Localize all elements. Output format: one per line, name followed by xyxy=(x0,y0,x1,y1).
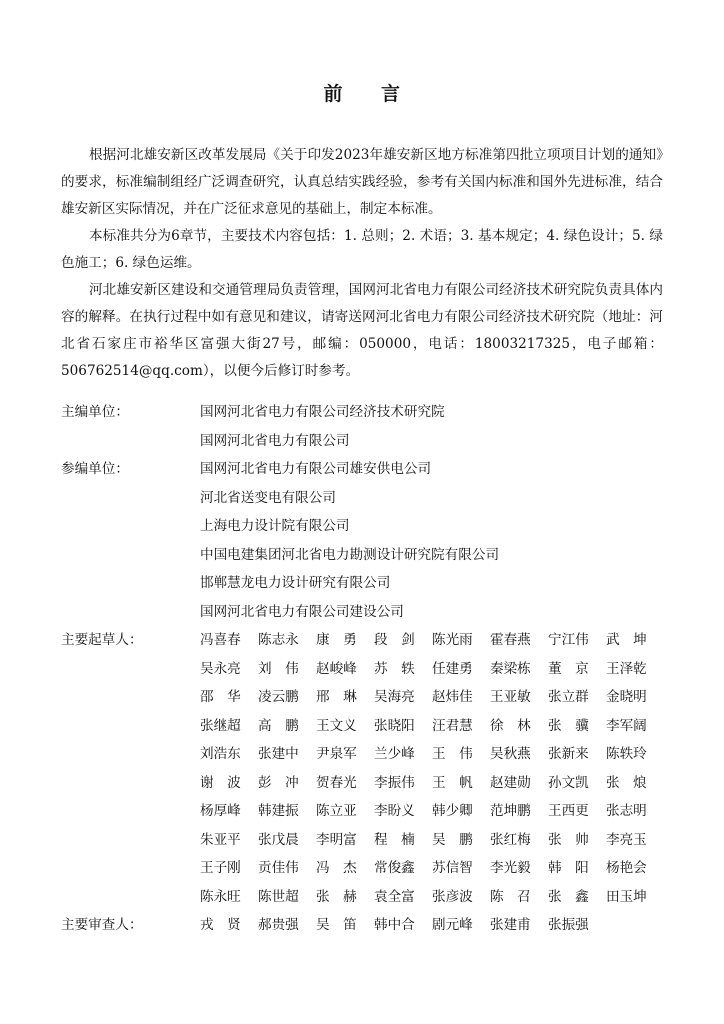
drafters-row xyxy=(61,626,671,911)
person-name: 陈轶玲 xyxy=(606,746,647,762)
person-name: 康 勇 xyxy=(316,632,357,648)
person-name: 张继超 xyxy=(200,717,241,734)
person-name: 杨艳会 xyxy=(606,860,647,876)
participating-editors-row xyxy=(61,455,671,626)
person-name: 王 帆 xyxy=(432,774,473,791)
drafters-grid xyxy=(200,626,664,911)
person-name: 尹泉军 xyxy=(316,746,357,762)
person-name: 田玉坤 xyxy=(606,888,647,905)
contributors-section xyxy=(61,398,671,940)
organization-item: 国网河北省电力有限公司经济技术研究院 xyxy=(200,404,445,420)
person-name: 戎 贤 xyxy=(200,917,241,933)
person-name: 朱亚平 xyxy=(200,831,241,848)
organization-item: 邯郸慧龙电力设计研究有限公司 xyxy=(200,575,391,591)
chief-editors-row xyxy=(61,398,671,455)
person-name: 徐 林 xyxy=(490,717,531,734)
title-char-2: 言 xyxy=(381,83,401,105)
participating-editors-list xyxy=(200,455,499,626)
person-name: 陈世超 xyxy=(258,888,299,905)
person-name: 段 剑 xyxy=(374,632,415,648)
person-name: 贺春光 xyxy=(316,774,357,791)
person-name: 彭 冲 xyxy=(258,774,299,791)
person-name: 邢 琳 xyxy=(316,689,357,705)
person-name: 韩少卿 xyxy=(432,803,473,819)
reviewers-grid xyxy=(200,911,664,940)
person-name: 秦梁栋 xyxy=(490,660,531,677)
person-name: 剧元峰 xyxy=(432,917,473,933)
participating-editors-label: 参编单位： xyxy=(61,461,129,477)
person-name: 张 烺 xyxy=(606,774,647,791)
paragraph-management: 河北雄安新区建设和交通管理局负责管理，国网河北省电力有限公司经济技术研究院负责具体内容的解释。在执行过程中如有意见和建议，请寄送网河北省电力有限公司经济技术研究院（地址：河北省石家庄市裕华区富强大街27号，邮编：050000，电话：18003217325，电子邮箱：506762514@qq.com），以便今后修订时参考。 xyxy=(61,282,663,379)
person-name: 兰少峰 xyxy=(374,746,415,762)
person-name: 吴秋燕 xyxy=(490,746,531,762)
person-name: 王泽乾 xyxy=(606,660,647,677)
person-name: 张志明 xyxy=(606,803,647,819)
person-name: 张立群 xyxy=(548,689,589,705)
person-name: 陈志永 xyxy=(258,632,299,648)
person-name: 张 帅 xyxy=(548,831,589,848)
person-name: 苏 轶 xyxy=(374,660,415,677)
person-name: 王西更 xyxy=(548,803,589,819)
person-name: 李亮玉 xyxy=(606,831,647,848)
person-name: 吴海亮 xyxy=(374,689,415,705)
person-name: 张晓阳 xyxy=(374,717,415,734)
organization-item: 国网河北省电力有限公司 xyxy=(200,432,350,449)
person-name: 范坤鹏 xyxy=(490,803,531,819)
person-name: 赵炜佳 xyxy=(432,689,473,705)
person-name: 张 鑫 xyxy=(548,888,589,905)
person-name: 杨厚峰 xyxy=(200,803,241,819)
person-name: 冯 杰 xyxy=(316,860,357,876)
person-name: 冯喜春 xyxy=(200,632,241,648)
page-title xyxy=(0,79,724,106)
drafters-label: 主要起草人： xyxy=(61,632,143,648)
person-name: 张振强 xyxy=(548,917,589,933)
person-name: 常俊鑫 xyxy=(374,860,415,876)
person-name: 程 楠 xyxy=(374,831,415,848)
preface-body xyxy=(61,142,663,385)
person-name: 赵峻峰 xyxy=(316,660,357,677)
person-name: 张 骥 xyxy=(548,717,589,734)
person-name: 王子刚 xyxy=(200,860,241,876)
reviewers-label: 主要审查人： xyxy=(61,917,143,933)
organization-item: 上海电力设计院有限公司 xyxy=(200,518,350,534)
organization-item: 国网河北省电力有限公司雄安供电公司 xyxy=(200,461,432,477)
title-char-1: 前 xyxy=(323,83,343,105)
person-name: 吴 笛 xyxy=(316,917,357,933)
person-name: 刘 伟 xyxy=(258,660,299,677)
person-name: 金晓明 xyxy=(606,689,647,705)
person-name: 张新来 xyxy=(548,746,589,762)
person-name: 李军阔 xyxy=(606,717,647,734)
person-name: 苏信智 xyxy=(432,860,473,876)
person-name: 韩 阳 xyxy=(548,860,589,876)
organization-item: 河北省送变电有限公司 xyxy=(200,489,336,506)
person-name: 李明富 xyxy=(316,831,357,848)
person-name: 张建中 xyxy=(258,746,299,762)
person-name: 李振伟 xyxy=(374,774,415,791)
person-name: 刘浩东 xyxy=(200,746,241,762)
paragraph-chapters: 本标准共分为6章节，主要技术内容包括：1. 总则；2. 术语；3. 基本规定；4. 绿色设计；5. 绿色施工；6. 绿色运维。 xyxy=(61,228,663,271)
organization-item: 国网河北省电力有限公司建设公司 xyxy=(200,603,404,620)
person-name: 任建勇 xyxy=(432,660,473,677)
person-name: 袁全富 xyxy=(374,888,415,905)
person-name: 张戊晨 xyxy=(258,831,299,848)
person-name: 董 京 xyxy=(548,660,589,677)
person-name: 王 伟 xyxy=(432,746,473,762)
person-name: 李盼义 xyxy=(374,803,415,819)
person-name: 贡佳伟 xyxy=(258,860,299,876)
chief-editors-list xyxy=(200,398,445,455)
organization-item: 中国电建集团河北省电力勘测设计研究院有限公司 xyxy=(200,546,500,563)
person-name: 韩中合 xyxy=(374,917,415,933)
paragraph-background: 根据河北雄安新区改革发展局《关于印发2023年雄安新区地方标准第四批立项项目计划的通知》的要求，标准编制组经广泛调查研究，认真总结实践经验，参考有关国内标准和国外先进标准，结合雄安新区实际情况，并在广泛征求意见的基础上，制定本标准。 xyxy=(61,147,663,217)
person-name: 吴 鹏 xyxy=(432,831,473,848)
person-name: 谢 波 xyxy=(200,774,241,791)
person-name: 凌云鹏 xyxy=(258,689,299,705)
person-name: 韩建振 xyxy=(258,803,299,819)
person-name: 郝贵强 xyxy=(258,917,299,933)
person-name: 汪君慧 xyxy=(432,717,473,734)
person-name: 吴永亮 xyxy=(200,660,241,677)
person-name: 武 坤 xyxy=(606,632,647,648)
person-name: 王文义 xyxy=(316,717,357,734)
person-name: 陈 召 xyxy=(490,888,531,905)
person-name: 孙文凯 xyxy=(548,774,589,791)
person-name: 陈永旺 xyxy=(200,888,241,905)
person-name: 陈立亚 xyxy=(316,803,357,819)
person-name: 张 赫 xyxy=(316,888,357,905)
person-name: 高 鹏 xyxy=(258,717,299,734)
person-name: 张红梅 xyxy=(490,831,531,848)
person-name: 赵建勋 xyxy=(490,774,531,791)
person-name: 霍春燕 xyxy=(490,632,531,648)
person-name: 李光毅 xyxy=(490,860,531,876)
person-name: 张建甫 xyxy=(490,917,531,933)
person-name: 邵 华 xyxy=(200,689,241,705)
person-name: 王亚敏 xyxy=(490,689,531,705)
person-name: 陈光雨 xyxy=(432,632,473,648)
person-name: 宁江伟 xyxy=(548,632,589,648)
chief-editors-label: 主编单位： xyxy=(61,404,129,420)
person-name: 张彦波 xyxy=(432,888,473,905)
reviewers-row xyxy=(61,911,671,940)
